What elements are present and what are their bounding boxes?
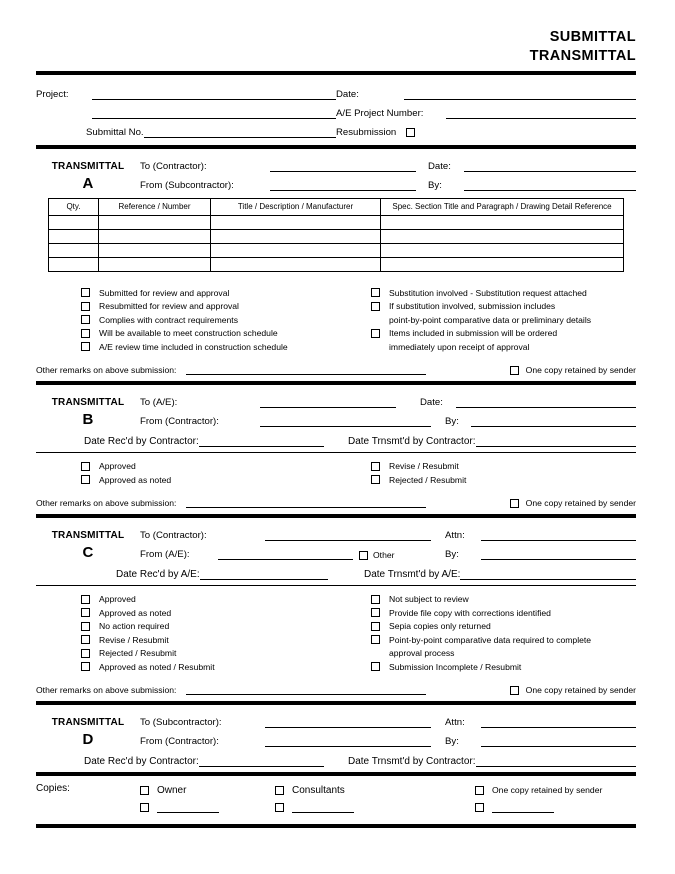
checkbox[interactable] <box>81 342 90 351</box>
transmittal-b-remarks-row <box>36 493 636 514</box>
checkbox-item[interactable] <box>81 661 336 675</box>
transmittal-c-row-2 <box>36 541 636 560</box>
transmittal-b-row-2 <box>36 408 636 427</box>
copies-blank-input-2[interactable] <box>292 803 354 813</box>
b-one-copy-group[interactable] <box>510 499 636 508</box>
checkbox-label: Rejected / Resubmit <box>389 474 467 485</box>
transmittal-c-checks-left <box>36 593 336 674</box>
copies-one-copy-label: One copy retained by sender <box>492 785 603 796</box>
copies-owner-checkbox[interactable] <box>140 786 149 795</box>
checkbox[interactable] <box>81 302 90 311</box>
b-from-label: From (Contractor): <box>140 416 219 428</box>
d-to-label: To (Subcontractor): <box>140 717 222 729</box>
project-input[interactable] <box>92 89 336 100</box>
checkbox-label: Approved as noted / Resubmit <box>99 661 215 672</box>
transmittal-a-items-table-wrap <box>36 198 636 280</box>
a-to-input[interactable] <box>270 161 416 172</box>
b-by-label: By: <box>445 416 459 428</box>
checkbox-item[interactable] <box>81 593 336 607</box>
checkbox-item[interactable] <box>371 593 636 607</box>
b-by-input[interactable] <box>471 416 636 427</box>
checkbox[interactable] <box>371 475 380 484</box>
c-to-input[interactable] <box>265 530 431 541</box>
transmittal-a-tag: TRANSMITTAL <box>51 160 125 172</box>
checkbox[interactable] <box>371 662 380 671</box>
resubmission-checkbox[interactable] <box>406 128 415 137</box>
checkbox-item[interactable] <box>81 327 336 341</box>
checkbox-label-continued: approval process <box>389 648 455 659</box>
checkbox-label: Approved as noted <box>99 474 172 485</box>
checkbox-label: No action required <box>99 621 170 632</box>
d-date-trnsmtd-label: Date Trnsmt'd by Contractor: <box>348 756 476 768</box>
col-title: Title / Description / Manufacturer <box>211 198 381 215</box>
checkbox-label: Not subject to review <box>389 594 469 605</box>
form-sheet <box>36 28 636 828</box>
project-label: Project: <box>36 88 69 100</box>
copies-blank-group-3[interactable] <box>475 803 590 813</box>
c-date-trnsmtd-input[interactable] <box>460 569 636 580</box>
b-remarks-input[interactable] <box>186 497 426 508</box>
checkbox-item[interactable] <box>371 634 636 648</box>
copies-one-copy-group[interactable] <box>475 786 602 795</box>
d-date-recd-input[interactable] <box>199 756 324 767</box>
b-date-recd-label: Date Rec'd by Contractor: <box>84 436 199 448</box>
checkbox[interactable] <box>81 288 90 297</box>
c-date-trnsmtd-label: Date Trnsmt'd by A/E: <box>364 569 461 581</box>
page-title <box>36 28 636 71</box>
checkbox-item[interactable] <box>81 474 336 488</box>
a-from-label: From (Subcontractor): <box>140 179 234 191</box>
cell-spec[interactable] <box>381 215 624 229</box>
project-row-3 <box>36 119 636 138</box>
checkbox[interactable] <box>81 329 90 338</box>
c-attn-input[interactable] <box>481 530 636 541</box>
cell-qty[interactable] <box>49 215 99 229</box>
transmittal-d-letter: D <box>82 731 94 749</box>
transmittal-b-date-row <box>36 427 636 447</box>
transmittal-c-remarks-row <box>36 680 636 701</box>
table-row[interactable] <box>49 229 624 243</box>
checkbox-label: If substitution involved, submission includes <box>389 301 556 312</box>
checkbox[interactable] <box>371 329 380 338</box>
copies-one-copy-checkbox[interactable] <box>475 786 484 795</box>
date-label: Date: <box>336 88 359 100</box>
table-header-row <box>49 198 624 215</box>
submittal-no-label: Submittal No. <box>86 126 144 138</box>
checkbox[interactable] <box>371 622 380 631</box>
a-one-copy-label: One copy retained by sender <box>525 365 636 376</box>
ae-project-number-label: A/E Project Number: <box>336 107 424 119</box>
transmittal-b-tag: TRANSMITTAL <box>51 397 125 409</box>
cell-spec[interactable] <box>381 229 624 243</box>
a-by-input[interactable] <box>464 180 636 191</box>
d-date-recd-label: Date Rec'd by Contractor: <box>84 756 199 768</box>
b-to-label: To (A/E): <box>140 397 178 409</box>
transmittal-b-checkboxes <box>36 453 636 493</box>
b-one-copy-checkbox[interactable] <box>510 499 519 508</box>
checkbox-label: Resubmitted for review and approval <box>99 301 239 312</box>
transmittal-a-remarks-row <box>36 360 636 381</box>
c-to-label: To (Contractor): <box>140 530 207 542</box>
copies-row-2 <box>140 799 636 816</box>
checkbox-item[interactable] <box>371 460 636 474</box>
transmittal-a-checks-left <box>36 287 336 355</box>
d-from-input[interactable] <box>265 736 431 747</box>
copies-consultants-group[interactable] <box>275 786 475 796</box>
checkbox[interactable] <box>81 608 90 617</box>
transmittal-a-items-table <box>48 198 624 272</box>
checkbox[interactable] <box>81 462 90 471</box>
transmittal-b-checks-right <box>336 460 636 487</box>
transmittal-d-header <box>36 705 636 772</box>
col-qty: Qty. <box>49 198 99 215</box>
transmittal-a-checkboxes <box>36 280 636 361</box>
cell-reference[interactable] <box>99 215 211 229</box>
table-body <box>49 215 624 271</box>
cell-spec[interactable] <box>381 243 624 257</box>
b-remarks-label: Other remarks on above submission: <box>36 498 177 509</box>
title-line-1: SUBMITTAL <box>549 29 636 45</box>
submittal-no-input[interactable] <box>144 127 336 138</box>
c-other-checkbox[interactable] <box>359 551 368 560</box>
checkbox-label: Substitution involved - Substitution request attached <box>389 287 587 298</box>
checkbox-item[interactable] <box>371 474 636 488</box>
table-row[interactable] <box>49 243 624 257</box>
c-one-copy-group[interactable] <box>510 686 636 695</box>
checkbox-label: Will be available to meet construction schedule <box>99 328 278 339</box>
b-to-input[interactable] <box>260 397 396 408</box>
copies-blank-checkbox-2[interactable] <box>275 803 284 812</box>
transmittal-b-checks-left <box>36 460 336 487</box>
cell-qty[interactable] <box>49 229 99 243</box>
resubmission-label: Resubmission <box>336 126 397 138</box>
cell-qty[interactable] <box>49 243 99 257</box>
checkbox-item[interactable] <box>81 341 336 355</box>
checkbox-label: Point-by-point comparative data required to complete <box>389 634 592 645</box>
cell-reference[interactable] <box>99 229 211 243</box>
project-row-1 <box>36 81 636 100</box>
c-remarks-label: Other remarks on above submission: <box>36 685 177 696</box>
checkbox[interactable] <box>81 662 90 671</box>
checkbox-label: Approved <box>99 594 136 605</box>
copies-label: Copies: <box>36 783 70 795</box>
copies-blank-group-2[interactable] <box>275 803 475 813</box>
b-from-input[interactable] <box>260 416 431 427</box>
d-attn-label: Attn: <box>445 717 465 729</box>
date-input[interactable] <box>404 89 636 100</box>
b-date-label: Date: <box>420 397 443 409</box>
transmittal-a-checks-right <box>336 287 636 355</box>
checkbox-label: Submission Incomplete / Resubmit <box>389 661 522 672</box>
c-one-copy-label: One copy retained by sender <box>525 685 636 696</box>
checkbox[interactable] <box>81 622 90 631</box>
checkbox-item[interactable] <box>81 460 336 474</box>
cell-title[interactable] <box>211 243 381 257</box>
cell-title[interactable] <box>211 229 381 243</box>
checkbox[interactable] <box>81 315 90 324</box>
transmittal-a-row-1 <box>36 153 636 172</box>
transmittal-c-checkboxes <box>36 586 636 680</box>
d-by-label: By: <box>445 736 459 748</box>
checkbox-label: Rejected / Resubmit <box>99 648 177 659</box>
a-from-input[interactable] <box>270 180 416 191</box>
c-from-label: From (A/E): <box>140 549 190 561</box>
a-one-copy-checkbox[interactable] <box>510 366 519 375</box>
a-date-label: Date: <box>428 160 451 172</box>
checkbox-label: Revise / Resubmit <box>99 634 169 645</box>
b-date-trnsmtd-input[interactable] <box>476 436 636 447</box>
transmittal-c-date-row <box>36 560 636 580</box>
transmittal-a-letter: A <box>82 174 94 192</box>
transmittal-d-row-2 <box>36 728 636 747</box>
table-row[interactable] <box>49 257 624 271</box>
cell-reference[interactable] <box>99 243 211 257</box>
project-row-2 <box>36 100 636 119</box>
cell-title[interactable] <box>211 215 381 229</box>
checkbox-item[interactable] <box>371 661 636 675</box>
checkbox[interactable] <box>371 608 380 617</box>
checkbox-label: Complies with contract requirements <box>99 314 238 325</box>
cell-title[interactable] <box>211 257 381 271</box>
copies-row-1 <box>140 782 636 799</box>
checkbox-item[interactable] <box>81 607 336 621</box>
copies-blank-checkbox-3[interactable] <box>475 803 484 812</box>
c-one-copy-checkbox[interactable] <box>510 686 519 695</box>
checkbox-label: Approved as noted <box>99 607 172 618</box>
transmittal-d-tag: TRANSMITTAL <box>51 717 125 729</box>
checkbox-item[interactable] <box>81 300 336 314</box>
checkbox-label: A/E review time included in construction schedule <box>99 341 288 352</box>
checkbox-label: Sepia copies only returned <box>389 621 491 632</box>
checkbox[interactable] <box>371 595 380 604</box>
c-by-label: By: <box>445 549 459 561</box>
checkbox-item[interactable] <box>81 647 336 661</box>
transmittal-a-header <box>36 149 636 196</box>
col-spec: Spec. Section Title and Paragraph / Drawing Detail Reference <box>381 198 624 215</box>
checkbox-label: Items included in submission will be ordered <box>389 328 558 339</box>
c-date-recd-label: Date Rec'd by A/E: <box>116 569 200 581</box>
project-input-line2[interactable] <box>92 108 336 119</box>
c-from-input[interactable] <box>218 549 353 560</box>
c-remarks-input[interactable] <box>186 684 426 695</box>
d-date-trnsmtd-input[interactable] <box>476 756 636 767</box>
transmittal-c-checks-right <box>336 593 636 674</box>
checkbox-label: Submitted for review and approval <box>99 287 230 298</box>
transmittal-c-letter: C <box>82 544 94 562</box>
d-to-input[interactable] <box>265 717 431 728</box>
checkbox[interactable] <box>81 475 90 484</box>
cell-spec[interactable] <box>381 257 624 271</box>
checkbox[interactable] <box>371 635 380 644</box>
cell-qty[interactable] <box>49 257 99 271</box>
cell-reference[interactable] <box>99 257 211 271</box>
project-header-block <box>36 75 636 145</box>
a-remarks-input[interactable] <box>186 364 426 375</box>
checkbox-item[interactable] <box>371 327 636 341</box>
title-line-2: TRANSMITTAL <box>529 48 636 65</box>
divider-bottom <box>36 824 636 828</box>
checkbox-item[interactable] <box>81 287 336 301</box>
checkbox-item[interactable] <box>81 314 336 328</box>
a-to-label: To (Contractor): <box>140 160 207 172</box>
checkbox-label: Revise / Resubmit <box>389 461 459 472</box>
transmittal-c-tag: TRANSMITTAL <box>51 530 125 542</box>
checkbox-item[interactable] <box>371 300 636 314</box>
d-attn-input[interactable] <box>481 717 636 728</box>
copies-owner-group[interactable] <box>140 786 275 796</box>
b-date-input[interactable] <box>456 397 636 408</box>
copies-grid <box>140 782 636 816</box>
checkbox[interactable] <box>81 595 90 604</box>
c-other-label: Other <box>373 550 395 561</box>
d-from-label: From (Contractor): <box>140 736 219 748</box>
copies-blank-input-1[interactable] <box>157 803 219 813</box>
checkbox-label: Approved <box>99 461 136 472</box>
a-date-input[interactable] <box>464 161 636 172</box>
col-reference: Reference / Number <box>99 198 211 215</box>
checkbox[interactable] <box>371 302 380 311</box>
checkbox-item[interactable] <box>371 607 636 621</box>
c-date-recd-input[interactable] <box>200 569 328 580</box>
copies-blank-input-3[interactable] <box>492 803 554 813</box>
checkbox[interactable] <box>81 635 90 644</box>
b-date-trnsmtd-label: Date Trnsmt'd by Contractor: <box>348 436 476 448</box>
b-date-recd-input[interactable] <box>199 436 324 447</box>
a-remarks-label: Other remarks on above submission: <box>36 365 177 376</box>
checkbox[interactable] <box>371 462 380 471</box>
b-one-copy-label: One copy retained by sender <box>525 498 636 509</box>
a-one-copy-group[interactable] <box>510 366 636 375</box>
d-by-input[interactable] <box>481 736 636 747</box>
checkbox-label-continued: immediately upon receipt of approval <box>389 341 530 352</box>
transmittal-d-row-1 <box>36 709 636 728</box>
checkbox-label-continued: point-by-point comparative data or preliminary details <box>389 314 592 325</box>
a-by-label: By: <box>428 179 442 191</box>
copies-blank-group-1[interactable] <box>140 803 275 813</box>
copies-blank-checkbox-1[interactable] <box>140 803 149 812</box>
ae-project-number-input[interactable] <box>446 108 636 119</box>
checkbox[interactable] <box>81 649 90 658</box>
checkbox-item[interactable] <box>81 634 336 648</box>
checkbox-item[interactable] <box>371 620 636 634</box>
checkbox-label: Provide file copy with corrections identified <box>389 607 551 618</box>
transmittal-a-row-2 <box>36 172 636 191</box>
transmittal-c-header <box>36 518 636 585</box>
checkbox[interactable] <box>371 288 380 297</box>
copies-block <box>36 776 636 824</box>
c-attn-label: Attn: <box>445 530 465 542</box>
copies-consultants-checkbox[interactable] <box>275 786 284 795</box>
c-by-input[interactable] <box>481 549 636 560</box>
transmittal-d-date-row <box>36 747 636 767</box>
copies-consultants-label: Consultants <box>292 784 345 796</box>
transmittal-b-header <box>36 385 636 452</box>
table-row[interactable] <box>49 215 624 229</box>
checkbox-item[interactable] <box>371 287 636 301</box>
copies-owner-label: Owner <box>157 784 187 796</box>
transmittal-c-row-1 <box>36 522 636 541</box>
transmittal-b-letter: B <box>82 411 94 429</box>
transmittal-b-row-1 <box>36 389 636 408</box>
checkbox-item[interactable] <box>81 620 336 634</box>
